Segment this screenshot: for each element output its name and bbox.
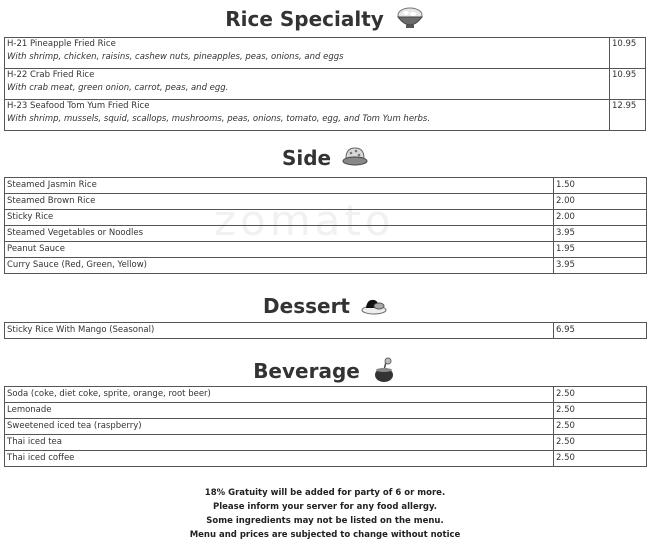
table-row bbox=[5, 100, 646, 131]
table-row bbox=[5, 387, 647, 403]
table-row bbox=[5, 403, 647, 419]
item-description: With crab meat, green onion, carrot, peas, and egg. bbox=[7, 83, 229, 93]
item-name: Steamed Brown Rice bbox=[5, 194, 554, 210]
allergy-note: Please inform your server for any food allergy. bbox=[213, 502, 437, 512]
item-name: H-23 Seafood Tom Yum Fried Rice bbox=[7, 101, 150, 111]
item-price: 2.00 bbox=[554, 194, 647, 210]
table-row bbox=[5, 242, 647, 258]
item-name: Sticky Rice bbox=[5, 210, 554, 226]
item-price: 3.95 bbox=[554, 226, 647, 242]
side-table bbox=[4, 177, 647, 274]
price-change-note: Menu and prices are subjected to change without notice bbox=[189, 530, 461, 540]
item-price: 1.50 bbox=[554, 178, 647, 194]
table-row bbox=[5, 38, 646, 69]
item-name: Thai iced coffee bbox=[5, 451, 554, 467]
table-row bbox=[5, 419, 647, 435]
item-name: H-22 Crab Fried Rice bbox=[7, 70, 95, 80]
section-title-side bbox=[0, 146, 650, 173]
gratuity-note: 18% Gratuity will be added for party of 6 or more. bbox=[204, 488, 446, 498]
table-row bbox=[5, 210, 647, 226]
item-price: 12.95 bbox=[610, 100, 646, 131]
item-price: 2.00 bbox=[554, 210, 647, 226]
item-price: 2.50 bbox=[554, 435, 647, 451]
watermark: zomato bbox=[214, 196, 395, 245]
section-title-rice-specialty bbox=[0, 6, 650, 35]
item-name: Steamed Vegetables or Noodles bbox=[5, 226, 554, 242]
item-price: 2.50 bbox=[554, 387, 647, 403]
item-price: 6.95 bbox=[554, 323, 647, 339]
item-price: 10.95 bbox=[610, 38, 646, 69]
table-row bbox=[5, 323, 647, 339]
item-price: 10.95 bbox=[610, 69, 646, 100]
item-cell bbox=[5, 69, 610, 100]
section-title-text: Dessert bbox=[263, 294, 350, 318]
rice-bowl-icon bbox=[395, 6, 425, 35]
section-title-text: Rice Specialty bbox=[225, 7, 384, 31]
footer-notes bbox=[0, 486, 650, 542]
rice-dish-icon bbox=[342, 146, 368, 173]
ingredients-note: Some ingredients may not be listed on the menu. bbox=[206, 516, 444, 526]
item-name: Soda (coke, diet coke, sprite, orange, root beer) bbox=[5, 387, 554, 403]
rice-specialty-table bbox=[4, 37, 646, 131]
item-name: Sweetened iced tea (raspberry) bbox=[5, 419, 554, 435]
item-name: Peanut Sauce bbox=[5, 242, 554, 258]
table-row bbox=[5, 451, 647, 467]
item-cell bbox=[5, 38, 610, 69]
beverage-table bbox=[4, 386, 647, 467]
sticky-rice-mango-icon bbox=[361, 294, 387, 321]
item-price: 2.50 bbox=[554, 403, 647, 419]
table-row bbox=[5, 435, 647, 451]
item-name: Curry Sauce (Red, Green, Yellow) bbox=[5, 258, 554, 274]
item-description: With shrimp, chicken, raisins, cashew nuts, pineapples, peas, onions, and eggs bbox=[7, 52, 344, 62]
item-name: H-21 Pineapple Fried Rice bbox=[7, 39, 116, 49]
item-price: 3.95 bbox=[554, 258, 647, 274]
item-price: 1.95 bbox=[554, 242, 647, 258]
item-name: Thai iced tea bbox=[5, 435, 554, 451]
item-description: With shrimp, mussels, squid, scallops, mushrooms, peas, onions, tomato, egg, and Tom Yum herbs. bbox=[7, 114, 431, 124]
table-row bbox=[5, 69, 646, 100]
coconut-drink-icon bbox=[371, 356, 397, 389]
item-name: Sticky Rice With Mango (Seasonal) bbox=[5, 323, 554, 339]
item-cell bbox=[5, 100, 610, 131]
section-title-text: Beverage bbox=[253, 359, 360, 383]
section-title-beverage bbox=[0, 356, 650, 389]
section-title-dessert bbox=[0, 294, 650, 321]
item-name: Lemonade bbox=[5, 403, 554, 419]
section-title-text: Side bbox=[281, 146, 332, 170]
item-price: 2.50 bbox=[554, 451, 647, 467]
dessert-table bbox=[4, 322, 647, 339]
table-row bbox=[5, 258, 647, 274]
table-row bbox=[5, 226, 647, 242]
item-price: 2.50 bbox=[554, 419, 647, 435]
table-row bbox=[5, 178, 647, 194]
item-name: Steamed Jasmin Rice bbox=[5, 178, 554, 194]
table-row bbox=[5, 194, 647, 210]
